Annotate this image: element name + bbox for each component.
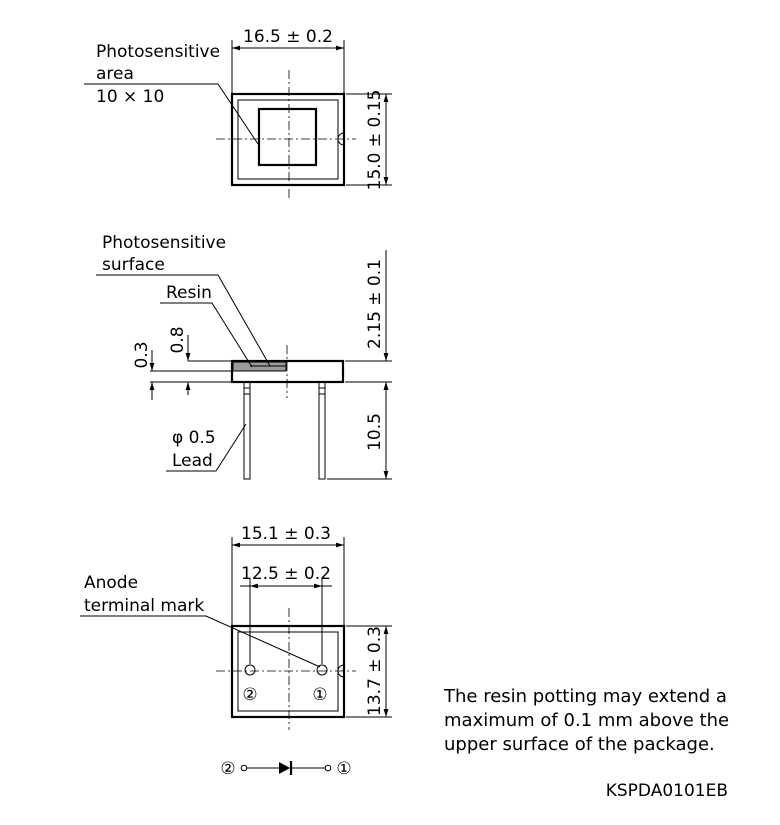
lead-length-dimension: 10.5 bbox=[365, 413, 385, 451]
bottom-pin-1-label: ① bbox=[312, 685, 328, 705]
top-width-dimension: 16.5 ± 0.2 bbox=[243, 27, 333, 47]
lead-left bbox=[244, 382, 250, 479]
diode-symbol-icon bbox=[279, 762, 290, 774]
side-height-dimension: 2.15 ± 0.1 bbox=[365, 259, 385, 349]
lead-label: Lead bbox=[172, 451, 213, 471]
top-view-package-outline bbox=[232, 94, 344, 185]
photosensitive-surface-label-line2: surface bbox=[102, 255, 165, 275]
note-line-3: upper surface of the package. bbox=[444, 734, 715, 755]
bottom-width-dimension: 15.1 ± 0.3 bbox=[241, 524, 331, 544]
anode-mark-label-line2: terminal mark bbox=[84, 596, 205, 616]
diode-schematic bbox=[220, 759, 351, 779]
note-line-1: The resin potting may extend a bbox=[444, 686, 727, 707]
top-height-dimension: 15.0 ± 0.15 bbox=[365, 89, 385, 191]
dim-0-8: 0.8 bbox=[168, 326, 188, 354]
schematic-pin-2-label: ② bbox=[220, 759, 236, 779]
note-line-2: maximum of 0.1 mm above the bbox=[444, 710, 730, 731]
resin-label: Resin bbox=[166, 283, 212, 303]
photosensitive-area-label-line2: area bbox=[96, 64, 134, 84]
photosensitive-surface-label-line1: Photosensitive bbox=[102, 233, 227, 253]
lead-diameter-label: φ 0.5 bbox=[172, 428, 216, 448]
photosensitive-area-label-line1: Photosensitive bbox=[96, 42, 221, 62]
top-view-inner-outline bbox=[238, 100, 338, 179]
document-code: KSPDA0101EB bbox=[605, 781, 728, 801]
pin-spacing-dimension: 12.5 ± 0.2 bbox=[241, 564, 331, 584]
bottom-height-dimension: 13.7 ± 0.3 bbox=[365, 626, 385, 716]
dim-0-3: 0.3 bbox=[132, 341, 152, 369]
lead-right bbox=[319, 382, 325, 479]
anode-mark-leader bbox=[80, 616, 320, 667]
photosensitive-area-outline bbox=[259, 109, 316, 165]
top-view bbox=[84, 27, 392, 200]
bottom-pin-2-label: ② bbox=[242, 685, 258, 705]
photosensitive-area-size: 10 × 10 bbox=[96, 87, 165, 107]
schematic-pin-1-label: ① bbox=[336, 759, 352, 779]
bottom-view bbox=[80, 524, 392, 730]
side-view bbox=[96, 233, 392, 479]
anode-mark-label-line1: Anode bbox=[84, 573, 139, 593]
pin-2-pad bbox=[245, 665, 255, 675]
